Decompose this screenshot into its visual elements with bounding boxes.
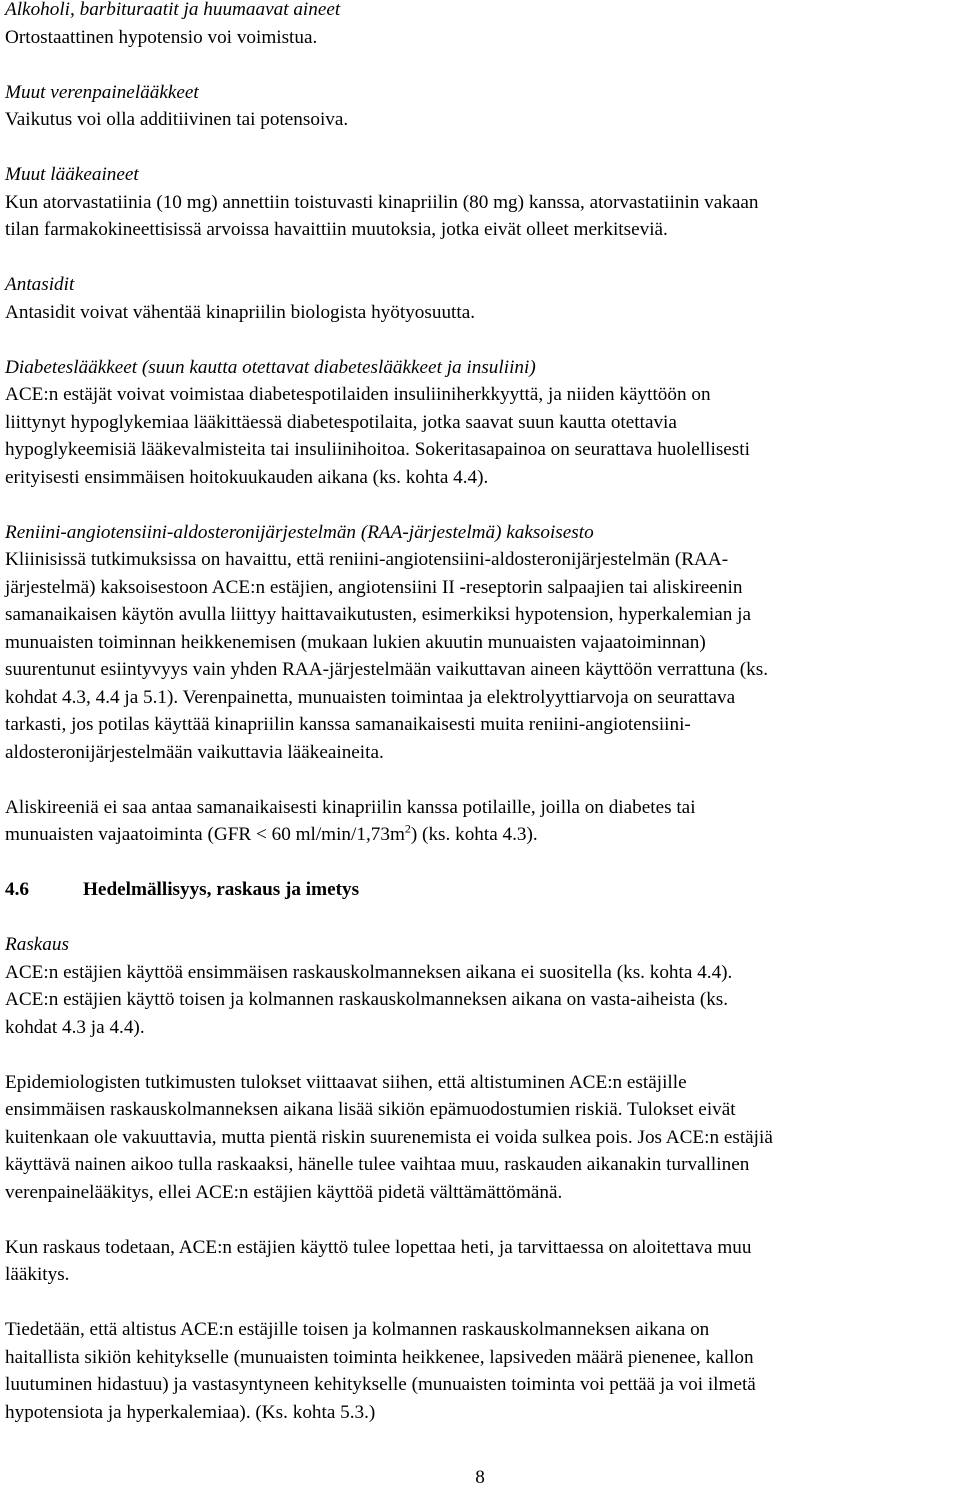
text-line: Kun raskaus todetaan, ACE:n estäjien käyttö tulee lopettaa heti, ja tarvittaessa on aloitettava muu xyxy=(5,1236,752,1258)
paragraph-aliskiren xyxy=(5,794,957,849)
text-line: ACE:n estäjien käyttö toisen ja kolmannen raskauskolmanneksen aikana on vasta-aiheista (ks. xyxy=(5,989,729,1010)
text-line: Antasidit voivat vähentää kinapriilin biologista hyötyosuutta. xyxy=(5,301,476,323)
page-number: 8 xyxy=(475,1467,485,1488)
text-line: Kliinisissä tutkimuksissa on havaittu, että reniini-angiotensiini-aldosteronijärjestelmän (RAA- xyxy=(5,549,729,570)
section-bp-drugs xyxy=(5,79,957,134)
subheading-other-drugs: Muut lääkeaineet xyxy=(5,164,139,185)
text-line: Tiedetään, että altistus ACE:n estäjille toisen ja kolmannen raskauskolmanneksen aikana on xyxy=(5,1319,710,1340)
text-line: munuaisten toiminnan heikkenemisen (mukaan lukien akuutin munuaisten vajaatoiminnan) xyxy=(5,631,706,653)
subheading-antidiabetics: Diabeteslääkkeet (suun kautta otettavat diabeteslääkkeet ja insuliini) xyxy=(5,356,536,378)
section-heading-4-6 xyxy=(5,876,957,904)
document-page xyxy=(5,0,957,1426)
subheading-alcohol: Alkoholi, barbituraatit ja huumaavat aineet xyxy=(5,0,341,20)
text-line: liittynyt hypoglykemiaa lääkittäessä diabetespotilaita, jotka saavat suun kautta otettavia xyxy=(5,411,677,433)
text-line: tarkasti, jos potilas käyttää kinapriilin kanssa samanaikaisesti muita reniini-angiotensiini- xyxy=(5,714,691,735)
text-line: kohdat 4.3 ja 4.4). xyxy=(5,1016,145,1038)
paragraph-exposure xyxy=(5,1316,957,1426)
text-line: aldosteronijärjestelmään vaikuttavia lääkeaineita. xyxy=(5,741,384,763)
section-pregnancy xyxy=(5,931,957,1041)
text-line: kohdat 4.3, 4.4 ja 5.1). Verenpainetta, munuaisten toimintaa ja elektrolyyttiarvoja on seurattava xyxy=(5,686,736,708)
text-line-gfr xyxy=(5,821,957,849)
section-title: Hedelmällisyys, raskaus ja imetys xyxy=(83,879,360,900)
text-line: Aliskireeniä ei saa antaa samanaikaisesti kinapriilin kanssa potilaille, joilla on diabetes tai xyxy=(5,796,696,818)
text-line: lääkitys. xyxy=(5,1264,70,1285)
text-line: Kun atorvastatiinia (10 mg) annettiin toistuvasti kinapriilin (80 mg) kanssa, atorvastatiinin vakaan xyxy=(5,191,759,213)
subheading-antacids: Antasidit xyxy=(5,274,75,295)
text-line: kuitenkaan ole vakuuttavia, mutta pientä riskin suurenemista ei voida sulkea pois. Jos ACE:n estäjiä xyxy=(5,1126,773,1148)
subheading-pregnancy: Raskaus xyxy=(5,934,69,955)
section-other-drugs xyxy=(5,161,957,244)
text-line: hypoglykeemisiä lääkevalmisteita tai insuliinihoitoa. Sokeritasapainoa on seurattava huolellisesti xyxy=(5,439,750,460)
text-line: luutuminen hidastuu) ja vastasyntyneen kehitykselle (munuaisten toiminta voi pettää ja voi ilmetä xyxy=(5,1374,756,1395)
text-line: ACE:n estäjien käyttöä ensimmäisen raskauskolmanneksen aikana ei suositella (ks. kohta 4.4). xyxy=(5,961,733,983)
subheading-raas: Reniini-angiotensiini-aldosteronijärjestelmän (RAA-järjestelmä) kaksoisesto xyxy=(5,521,594,543)
text-line: haitallista sikiön kehitykselle (munuaisten toiminta heikkenee, lapsiveden määrä pienenee, kallon xyxy=(5,1346,754,1368)
paragraph-stop-use xyxy=(5,1234,957,1289)
section-alcohol xyxy=(5,0,957,51)
superscript: 2 xyxy=(404,821,411,836)
text-line: suurentunut esiintyvyys vain yhden RAA-järjestelmään vaikuttavan aineen käyttöön verrattuna (ks. xyxy=(5,659,769,680)
text-line: käyttävä nainen aikoo tulla raskaaksi, hänelle tulee vaihtaa muu, raskauden aikanakin turvallinen xyxy=(5,1154,750,1175)
section-antacids xyxy=(5,271,957,326)
text-line: erityisesti ensimmäisen hoitokuukauden aikana (ks. kohta 4.4). xyxy=(5,466,489,488)
text-line: verenpainelääkitys, ellei ACE:n estäjien käyttöä pidetä välttämättömänä. xyxy=(5,1181,563,1203)
section-antidiabetics xyxy=(5,354,957,492)
text-line: hypotensiota ja hyperkalemiaa). (Ks. kohta 5.3.) xyxy=(5,1401,376,1423)
paragraph-epidemiology xyxy=(5,1069,957,1207)
subheading-bp-drugs: Muut verenpainelääkkeet xyxy=(5,81,199,103)
text-line: Epidemiologisten tutkimusten tulokset viittaavat siihen, että altistuminen ACE:n estäjille xyxy=(5,1071,687,1093)
text-line: ensimmäisen raskauskolmanneksen aikana lisää sikiön epämuodostumien riskiä. Tulokset eivät xyxy=(5,1099,736,1120)
gfr-text: munuaisten vajaatoiminta (GFR < 60 ml/min/1,73m xyxy=(5,824,405,845)
text-line: järjestelmä) kaksoisestoon ACE:n estäjien, angiotensiini II -reseptorin salpaajien tai aliskireenin xyxy=(5,576,743,598)
text-line: samanaikaisen käytön avulla liittyy haittavaikutusten, esimerkiksi hypotension, hyperkalemian ja xyxy=(5,604,751,625)
gfr-text-end: ) (ks. kohta 4.3). xyxy=(410,824,538,845)
text-line: Vaikutus voi olla additiivinen tai potensoiva. xyxy=(5,109,349,130)
text-line: tilan farmakokineettisissä arvoissa havaittiin muutoksia, jotka eivät olleet merkitseviä. xyxy=(5,219,668,240)
section-number: 4.6 xyxy=(5,879,29,900)
text-line: Ortostaattinen hypotensio voi voimistua. xyxy=(5,26,318,48)
section-raas xyxy=(5,519,957,767)
text-line: ACE:n estäjät voivat voimistaa diabetespotilaiden insuliiniherkkyyttä, ja niiden käyttöön on xyxy=(5,384,711,405)
